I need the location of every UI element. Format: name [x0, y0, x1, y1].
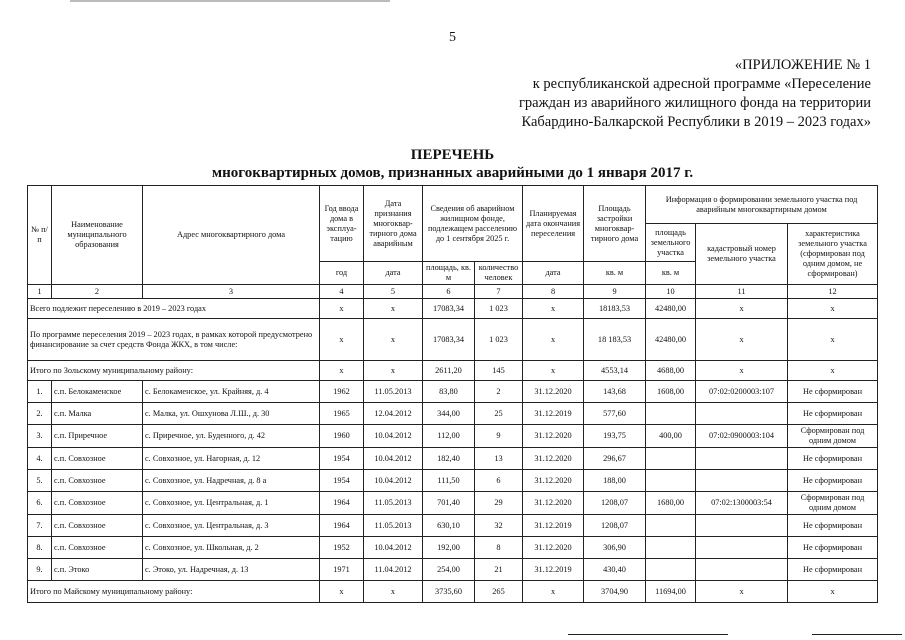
- row-people: 21: [475, 559, 523, 581]
- summary-cell: х: [696, 581, 788, 603]
- row-footprint: 193,75: [584, 425, 646, 448]
- row-municipality: с.п. Белокаменское: [52, 381, 143, 403]
- row-planned-end: 31.12.2019: [523, 559, 584, 581]
- summary-cell: 3704,90: [584, 581, 646, 603]
- summary-cell: 4553,14: [584, 361, 646, 381]
- row-municipality: с.п. Совхозное: [52, 537, 143, 559]
- appendix-line: граждан из аварийного жилищного фонда на территории: [518, 95, 871, 111]
- row-municipality: с.п. Совхозное: [52, 448, 143, 470]
- row-number: 5.: [28, 470, 52, 492]
- page-number: 5: [449, 30, 456, 45]
- summary-cell: 18183,53: [584, 299, 646, 319]
- summary-label: Всего подлежит переселению в 2019 – 2023 годах: [28, 299, 320, 319]
- summary-cell: х: [364, 361, 423, 381]
- summary-cell: х: [320, 361, 364, 381]
- row-people: 6: [475, 470, 523, 492]
- summary-cell: х: [788, 361, 878, 381]
- summary-row-maisky: [28, 581, 878, 603]
- column-number: 1: [28, 285, 52, 299]
- row-land-area: [646, 559, 696, 581]
- row-year-built: 1960: [320, 425, 364, 448]
- row-land-status: Не сформирован: [788, 381, 878, 403]
- summary-cell: 145: [475, 361, 523, 381]
- unit-date: дата: [523, 262, 584, 285]
- summary-cell: х: [696, 319, 788, 361]
- row-cadastral-number: [696, 515, 788, 537]
- summary-cell: 17083,34: [423, 299, 475, 319]
- row-address: с. Совхозное, ул. Центральная, д. 3: [143, 515, 320, 537]
- row-address: с. Совхозное, ул. Нагорная, д. 12: [143, 448, 320, 470]
- row-footprint: 430,40: [584, 559, 646, 581]
- row-number: 3.: [28, 425, 52, 448]
- row-planned-end: 31.12.2020: [523, 537, 584, 559]
- table-row: [28, 425, 878, 448]
- header-footprint: Площадь застройки многоквар-тирного дома: [584, 186, 646, 262]
- header-land-info: Информация о формировании земельного участка под аварийным многоквартирным домом: [646, 186, 878, 224]
- summary-row-fund: [28, 319, 878, 361]
- summary-cell: х: [788, 299, 878, 319]
- summary-row-zolsky: [28, 361, 878, 381]
- header-address: Адрес многоквартирного дома: [143, 186, 320, 285]
- summary-label: По программе переселения 2019 – 2023 годах, в рамках которой предусмотрено финансирование за счет средств Фонда ЖКХ, в том числе:: [28, 319, 320, 361]
- row-municipality: с.п. Совхозное: [52, 492, 143, 515]
- row-municipality: с.п. Совхозное: [52, 515, 143, 537]
- row-cadastral-number: [696, 403, 788, 425]
- row-land-status: Сформирован под одним домом: [788, 425, 878, 448]
- summary-cell: 4688,00: [646, 361, 696, 381]
- summary-cell: 42480,00: [646, 299, 696, 319]
- signature-line: [568, 634, 728, 635]
- scan-artifact: [70, 0, 390, 2]
- header-cadastral: кадастровый номер земельного участка: [696, 224, 788, 285]
- row-year-built: 1964: [320, 492, 364, 515]
- summary-cell: 17083,34: [423, 319, 475, 361]
- column-number: 4: [320, 285, 364, 299]
- row-area: 192,00: [423, 537, 475, 559]
- row-people: 2: [475, 381, 523, 403]
- row-cadastral-number: [696, 537, 788, 559]
- header-resettlement-info: Сведения об аварийном жилищном фонде, подлежащем расселению до 1 сентября 2025 г.: [423, 186, 523, 262]
- appendix-line: «ПРИЛОЖЕНИЕ № 1: [734, 57, 871, 73]
- column-number: 2: [52, 285, 143, 299]
- column-number-row: [28, 285, 878, 299]
- title-line: многоквартирных домов, признанных аварийными до 1 января 2017 г.: [211, 165, 694, 181]
- column-number: 9: [584, 285, 646, 299]
- row-planned-end: 31.12.2020: [523, 470, 584, 492]
- summary-label: Итого по Майскому муниципальному району:: [28, 581, 320, 603]
- summary-cell: 42480,00: [646, 319, 696, 361]
- appendix-header: [491, 56, 871, 132]
- row-municipality: с.п. Малка: [52, 403, 143, 425]
- row-number: 4.: [28, 448, 52, 470]
- summary-cell: х: [523, 581, 584, 603]
- summary-cell: 1 023: [475, 319, 523, 361]
- summary-cell: 3735,60: [423, 581, 475, 603]
- summary-cell: х: [788, 319, 878, 361]
- row-year-built: 1965: [320, 403, 364, 425]
- summary-cell: х: [320, 299, 364, 319]
- summary-cell: х: [364, 581, 423, 603]
- column-number: 8: [523, 285, 584, 299]
- row-address: с. Белокаменское, ул. Крайняя, д. 4: [143, 381, 320, 403]
- row-address: с. Приречное, ул. Буденного, д. 42: [143, 425, 320, 448]
- row-footprint: 306,90: [584, 537, 646, 559]
- unit-sqm: кв. м: [584, 262, 646, 285]
- housing-register-table: [27, 185, 878, 603]
- row-footprint: 188,00: [584, 470, 646, 492]
- row-number: 1.: [28, 381, 52, 403]
- row-number: 8.: [28, 537, 52, 559]
- row-land-status: Не сформирован: [788, 515, 878, 537]
- row-people: 25: [475, 403, 523, 425]
- row-area: 111,50: [423, 470, 475, 492]
- summary-cell: х: [364, 319, 423, 361]
- unit-sqm: кв. м: [646, 262, 696, 285]
- summary-cell: 18 183,53: [584, 319, 646, 361]
- summary-cell: 2611,20: [423, 361, 475, 381]
- row-footprint: 1208,07: [584, 515, 646, 537]
- row-recognition-date: 11.04.2012: [364, 559, 423, 581]
- appendix-line: к республиканской адресной программе «Переселение: [532, 76, 871, 92]
- table-row: [28, 515, 878, 537]
- row-land-area: 1608,00: [646, 381, 696, 403]
- row-planned-end: 31.12.2020: [523, 492, 584, 515]
- row-recognition-date: 12.04.2012: [364, 403, 423, 425]
- header-planned-end: Планируемая дата окончания переселения: [523, 186, 584, 262]
- row-planned-end: 31.12.2019: [523, 403, 584, 425]
- row-planned-end: 31.12.2020: [523, 425, 584, 448]
- row-footprint: 143,68: [584, 381, 646, 403]
- header-land-area: площадь земельного участка: [646, 224, 696, 262]
- summary-row-total: [28, 299, 878, 319]
- column-number: 7: [475, 285, 523, 299]
- row-municipality: с.п. Этоко: [52, 559, 143, 581]
- row-footprint: 577,60: [584, 403, 646, 425]
- row-recognition-date: 11.05.2013: [364, 492, 423, 515]
- summary-cell: 11694,00: [646, 581, 696, 603]
- row-land-area: [646, 537, 696, 559]
- column-number: 3: [143, 285, 320, 299]
- row-people: 8: [475, 537, 523, 559]
- row-year-built: 1954: [320, 470, 364, 492]
- row-land-status: Сформирован под одним домом: [788, 492, 878, 515]
- row-planned-end: 31.12.2020: [523, 448, 584, 470]
- row-year-built: 1952: [320, 537, 364, 559]
- row-land-status: Не сформирован: [788, 403, 878, 425]
- row-people: 32: [475, 515, 523, 537]
- header-municipality: Наименование муниципального образования: [52, 186, 143, 285]
- row-area: 182,40: [423, 448, 475, 470]
- table-row: [28, 381, 878, 403]
- header-characteristic: характеристика земельного участка (сформирован под одним домом, не сформирован): [788, 224, 878, 285]
- row-year-built: 1962: [320, 381, 364, 403]
- row-land-status: Не сформирован: [788, 470, 878, 492]
- row-planned-end: 31.12.2019: [523, 515, 584, 537]
- title-line: ПЕРЕЧЕНЬ: [410, 147, 495, 163]
- header-num: № п/п: [28, 186, 52, 285]
- row-people: 9: [475, 425, 523, 448]
- summary-cell: х: [696, 299, 788, 319]
- row-area: 83,80: [423, 381, 475, 403]
- summary-cell: х: [320, 319, 364, 361]
- row-municipality: с.п. Приречное: [52, 425, 143, 448]
- table-row: [28, 492, 878, 515]
- row-area: 344,00: [423, 403, 475, 425]
- table-row: [28, 470, 878, 492]
- header-recognition-date: Дата признания многоквар-тирного дома аварийным: [364, 186, 423, 262]
- row-address: с. Этоко, ул. Надречная, д. 13: [143, 559, 320, 581]
- row-number: 7.: [28, 515, 52, 537]
- row-land-status: Не сформирован: [788, 448, 878, 470]
- table-row: [28, 537, 878, 559]
- row-people: 13: [475, 448, 523, 470]
- row-recognition-date: 10.04.2012: [364, 448, 423, 470]
- table-row: [28, 559, 878, 581]
- row-year-built: 1971: [320, 559, 364, 581]
- row-year-built: 1954: [320, 448, 364, 470]
- row-recognition-date: 10.04.2012: [364, 470, 423, 492]
- row-land-status: Не сформирован: [788, 537, 878, 559]
- row-area: 112,00: [423, 425, 475, 448]
- summary-cell: 1 023: [475, 299, 523, 319]
- row-year-built: 1964: [320, 515, 364, 537]
- column-number: 10: [646, 285, 696, 299]
- row-address: с. Совхозное, ул. Центральная, д. 1: [143, 492, 320, 515]
- summary-cell: х: [320, 581, 364, 603]
- row-land-status: Не сформирован: [788, 559, 878, 581]
- unit-date: дата: [364, 262, 423, 285]
- row-address: с. Малка, ул. Ошхунова Л.Ш., д. 30: [143, 403, 320, 425]
- row-number: 6.: [28, 492, 52, 515]
- row-land-area: [646, 403, 696, 425]
- row-area: 254,00: [423, 559, 475, 581]
- row-area: 701,40: [423, 492, 475, 515]
- row-land-area: [646, 515, 696, 537]
- column-number: 11: [696, 285, 788, 299]
- row-recognition-date: 11.05.2013: [364, 381, 423, 403]
- column-number: 12: [788, 285, 878, 299]
- row-number: 2.: [28, 403, 52, 425]
- table-row: [28, 448, 878, 470]
- row-land-area: [646, 470, 696, 492]
- row-address: с. Совхозное, ул. Школьная, д. 2: [143, 537, 320, 559]
- row-cadastral-number: 07:02:0200003:107: [696, 381, 788, 403]
- summary-cell: х: [523, 361, 584, 381]
- row-number: 9.: [28, 559, 52, 581]
- row-land-area: [646, 448, 696, 470]
- unit-area: площадь, кв. м: [423, 262, 475, 285]
- summary-cell: х: [788, 581, 878, 603]
- row-cadastral-number: [696, 470, 788, 492]
- column-number: 5: [364, 285, 423, 299]
- summary-cell: х: [523, 319, 584, 361]
- row-footprint: 296,67: [584, 448, 646, 470]
- row-people: 29: [475, 492, 523, 515]
- signature-line: [812, 634, 902, 635]
- summary-cell: х: [523, 299, 584, 319]
- summary-label: Итого по Зольскому муниципальному району:: [28, 361, 320, 381]
- header-year-built: Год ввода дома в эксплуа-тацию: [320, 186, 364, 262]
- row-cadastral-number: [696, 559, 788, 581]
- row-cadastral-number: 07:02:1300003:54: [696, 492, 788, 515]
- document-title: [0, 146, 905, 182]
- header-row: [28, 186, 878, 224]
- row-land-area: 400,00: [646, 425, 696, 448]
- row-recognition-date: 11.05.2013: [364, 515, 423, 537]
- appendix-line: Кабардино-Балкарской Республики в 2019 – 2023 годах»: [521, 114, 871, 130]
- row-cadastral-number: [696, 448, 788, 470]
- row-land-area: 1680,00: [646, 492, 696, 515]
- row-address: с. Совхозное, ул. Надречная, д. 8 а: [143, 470, 320, 492]
- unit-people: количество человек: [475, 262, 523, 285]
- table-row: [28, 403, 878, 425]
- row-footprint: 1208,07: [584, 492, 646, 515]
- row-recognition-date: 10.04.2012: [364, 425, 423, 448]
- column-number: 6: [423, 285, 475, 299]
- row-area: 630,10: [423, 515, 475, 537]
- row-recognition-date: 10.04.2012: [364, 537, 423, 559]
- unit-year: год: [320, 262, 364, 285]
- row-cadastral-number: 07:02:0900003:104: [696, 425, 788, 448]
- summary-cell: х: [696, 361, 788, 381]
- row-planned-end: 31.12.2020: [523, 381, 584, 403]
- row-municipality: с.п. Совхозное: [52, 470, 143, 492]
- summary-cell: 265: [475, 581, 523, 603]
- summary-cell: х: [364, 299, 423, 319]
